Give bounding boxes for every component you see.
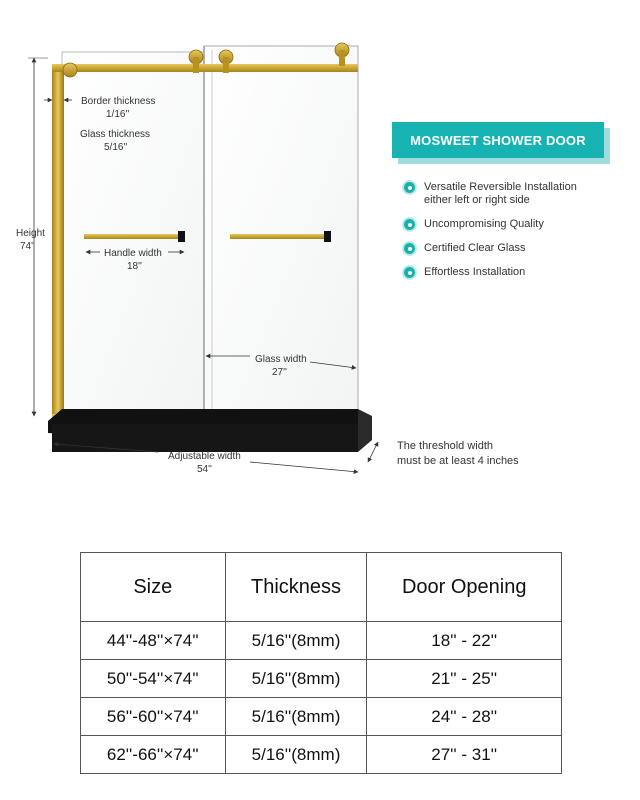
cell-door-opening: 27'' - 31'' (367, 736, 562, 774)
cell-thickness: 5/16''(8mm) (225, 698, 367, 736)
header-thickness: Thickness (225, 553, 367, 622)
bullet-icon (404, 243, 415, 254)
cell-door-opening: 24'' - 28'' (367, 698, 562, 736)
cell-size: 44''-48''×74'' (81, 622, 226, 660)
border-thickness-label: Border thickness (81, 96, 156, 107)
threshold-note-line1: The threshold width (397, 440, 493, 452)
height-label: Height (16, 228, 45, 239)
threshold-note-line2: must be at least 4 inches (397, 455, 519, 467)
handle-width-value: 18'' (127, 261, 142, 272)
brand-title: MOSWEET SHOWER DOOR (392, 122, 604, 158)
table-row (81, 698, 562, 736)
cell-thickness: 5/16''(8mm) (225, 622, 367, 660)
adjustable-width-value: 54'' (197, 464, 212, 475)
height-value: 74'' (20, 241, 35, 252)
brand-banner (392, 122, 604, 158)
table-row (81, 736, 562, 774)
cell-door-opening: 18'' - 22'' (367, 622, 562, 660)
cell-size: 56''-60''×74'' (81, 698, 226, 736)
table-row (81, 622, 562, 660)
feature-item: Versatile Reversible Installation either left or right side (404, 181, 634, 207)
header-size: Size (81, 553, 226, 622)
cell-size: 62''-66''×74'' (81, 736, 226, 774)
back-glass-panel (62, 52, 207, 428)
bullet-icon (404, 267, 415, 278)
glass-width-value: 27'' (272, 367, 287, 378)
border-thickness-value: 1/16'' (106, 109, 130, 120)
feature-item: Effortless Installation (404, 266, 634, 279)
header-rail (52, 64, 358, 72)
glass-thickness-label: Glass thickness (80, 129, 151, 140)
cell-size: 50''-54''×74'' (81, 660, 226, 698)
header-door-opening: Door Opening (367, 553, 562, 622)
glass-width-label: Glass width (255, 354, 307, 365)
feature-list (404, 181, 634, 290)
handle-width-label: Handle width (104, 248, 162, 259)
cell-door-opening: 21'' - 25'' (367, 660, 562, 698)
adjustable-width-label: Adjustable width (168, 451, 241, 462)
spec-table (80, 552, 562, 774)
cell-thickness: 5/16''(8mm) (225, 660, 367, 698)
table-row (81, 660, 562, 698)
feature-item: Certified Clear Glass (404, 242, 634, 255)
bullet-icon (404, 182, 415, 193)
table-header-row (81, 553, 562, 622)
bullet-icon (404, 219, 415, 230)
feature-item: Uncompromising Quality (404, 218, 634, 231)
wall-jamb (52, 70, 64, 426)
glass-thickness-value: 5/16'' (104, 142, 128, 153)
cell-thickness: 5/16''(8mm) (225, 736, 367, 774)
